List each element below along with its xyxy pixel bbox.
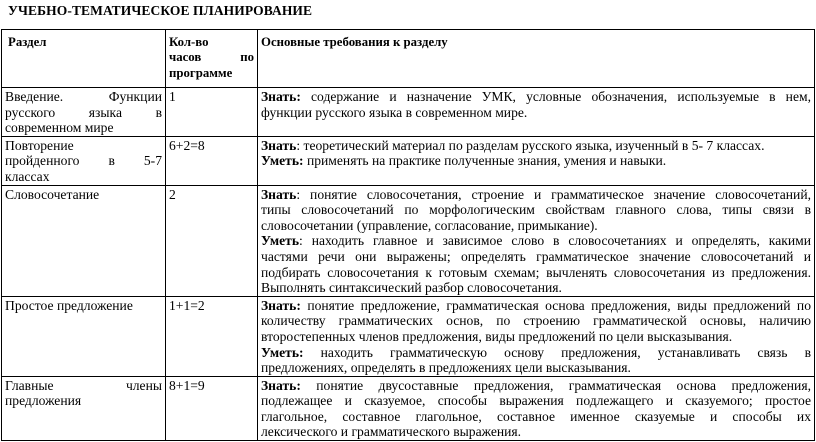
requirement-text: : теоретический материал по разделам русского языка, изученный в 5- 7 классах. bbox=[296, 137, 765, 153]
requirement-line bbox=[261, 329, 811, 345]
section-line bbox=[5, 120, 162, 136]
section-line bbox=[5, 89, 162, 105]
header-requirements: Основные требования к разделу bbox=[258, 30, 815, 88]
requirement-text: предложениях, определять в предложениях цели высказывания. bbox=[261, 360, 631, 376]
section-line bbox=[5, 378, 162, 394]
section-word: Введение. bbox=[5, 89, 64, 104]
requirement-text: частями речи они выражены; определять грамматическое значение словосочетаний и bbox=[261, 248, 811, 264]
requirement-line bbox=[261, 153, 811, 169]
section-word: Словосочетание bbox=[5, 186, 100, 202]
requirement-text: количеству грамматических основ, по строению грамматической основы, наличию bbox=[261, 313, 811, 329]
requirement-line bbox=[261, 280, 811, 296]
table-row bbox=[2, 88, 815, 137]
requirement-line bbox=[261, 89, 811, 105]
section-word: члены bbox=[125, 377, 162, 393]
section-cell bbox=[2, 296, 166, 376]
requirement-text: лексического и грамматического выражения. bbox=[261, 424, 522, 440]
section-word: классах bbox=[5, 168, 50, 184]
section-line bbox=[5, 298, 162, 314]
section-line bbox=[5, 187, 162, 203]
hours-cell: 6+2=8 bbox=[166, 136, 258, 185]
table-body bbox=[2, 88, 815, 441]
requirement-text: понятие предложение, грамматическая основа предложения, виды предложений по bbox=[307, 297, 811, 313]
hours-cell: 8+1=9 bbox=[166, 376, 258, 440]
requirement-label: Уметь bbox=[261, 233, 300, 249]
header-hours-line: Кол-во bbox=[169, 35, 209, 49]
requirements-cell bbox=[258, 185, 815, 296]
requirement-line bbox=[261, 409, 811, 425]
section-word: Функции bbox=[108, 89, 162, 104]
section-cell bbox=[2, 376, 166, 440]
requirement-label: Уметь: bbox=[261, 153, 304, 169]
requirement-line bbox=[261, 249, 811, 265]
header-hours-line: программе bbox=[169, 65, 233, 80]
table-header-row bbox=[2, 30, 815, 88]
requirement-label: Уметь: bbox=[261, 344, 304, 360]
hours-cell: 1+1=2 bbox=[166, 296, 258, 376]
table-row bbox=[2, 136, 815, 185]
requirement-text: глагольное, составное глагольное, составное именное сказуемые и способы их bbox=[261, 408, 811, 424]
requirement-label: Знать bbox=[261, 186, 297, 202]
table-row bbox=[2, 185, 815, 296]
requirement-line bbox=[261, 265, 811, 281]
section-line bbox=[5, 138, 162, 154]
section-word: языка bbox=[88, 104, 122, 120]
requirement-label: Знать bbox=[261, 137, 297, 153]
section-word: предложения bbox=[5, 393, 82, 409]
header-hours-word: часов bbox=[169, 50, 202, 65]
planning-table bbox=[1, 29, 815, 441]
section-word: Главные bbox=[5, 377, 54, 393]
section-word: 5-7 bbox=[143, 153, 162, 169]
requirement-text: словосочетании (управление, согласование, примыкание). bbox=[261, 217, 598, 233]
requirement-text: функции русского языка в современном мире. bbox=[261, 104, 528, 120]
requirement-line bbox=[261, 393, 811, 409]
section-word: русского bbox=[5, 104, 56, 120]
requirement-text: подбирать словосочетания к готовым схемам; вычленять словосочетания из предложения. bbox=[261, 264, 811, 280]
requirements-cell bbox=[258, 88, 815, 137]
requirement-line bbox=[261, 298, 811, 314]
requirement-text: понятие двусоставные предложения, грамматическая основа предложения, bbox=[316, 377, 811, 393]
requirements-cell bbox=[258, 376, 815, 440]
section-word: пройденного bbox=[5, 153, 80, 169]
section-cell bbox=[2, 88, 166, 137]
section-cell bbox=[2, 136, 166, 185]
section-line bbox=[5, 169, 162, 185]
requirement-line bbox=[261, 202, 811, 218]
requirement-line bbox=[261, 313, 811, 329]
hours-cell: 2 bbox=[166, 185, 258, 296]
section-line bbox=[5, 393, 162, 409]
requirement-text: применять на практике полученные знания, умения и навыки. bbox=[306, 153, 667, 169]
table-row bbox=[2, 376, 815, 440]
header-hours-line bbox=[169, 50, 254, 65]
requirement-line bbox=[261, 218, 811, 234]
requirement-text: : находить главное и зависимое слово в словосочетаниях и определять, какими bbox=[299, 233, 811, 249]
header-hours-word: по bbox=[240, 50, 254, 65]
requirement-text: находить грамматическую основу предложения, устанавливать связь в bbox=[320, 344, 811, 360]
requirement-line bbox=[261, 345, 811, 361]
requirement-line bbox=[261, 138, 811, 154]
requirement-text: типы словосочетаний по морфологическим свойствам главного слова, типы связи в bbox=[261, 202, 811, 218]
requirements-cell bbox=[258, 296, 815, 376]
section-word: в bbox=[155, 104, 162, 120]
requirement-line bbox=[261, 233, 811, 249]
requirement-label: Знать: bbox=[261, 377, 301, 393]
section-cell bbox=[2, 185, 166, 296]
requirement-line bbox=[261, 360, 811, 376]
requirement-text: подлежащее и сказуемое, способы выражения подлежащего и сказуемого; простое bbox=[261, 393, 811, 409]
section-line bbox=[5, 153, 162, 169]
requirement-label: Знать: bbox=[261, 297, 301, 313]
section-word: Повторение bbox=[5, 137, 74, 153]
table-row bbox=[2, 296, 815, 376]
requirement-line bbox=[261, 105, 811, 121]
header-section: Раздел bbox=[2, 30, 166, 88]
requirement-text: второстепенных членов предложения, виды предложений по цели высказывания. bbox=[261, 328, 733, 344]
requirements-cell bbox=[258, 136, 815, 185]
requirement-text: Выполнять синтаксический разбор словосочетания. bbox=[261, 280, 562, 296]
header-hours bbox=[166, 30, 258, 88]
requirement-text: содержание и назначение УМК, условные обозначения, используемые в нем, bbox=[311, 89, 811, 104]
requirement-line bbox=[261, 187, 811, 203]
requirement-text: : понятие словосочетания, строение и грамматическое значение словосочетаний, bbox=[296, 186, 811, 202]
hours-cell: 1 bbox=[166, 88, 258, 137]
section-word: современном мире bbox=[5, 120, 114, 136]
section-word: в bbox=[108, 153, 115, 169]
section-line bbox=[5, 105, 162, 121]
section-word: Простое предложение bbox=[5, 297, 133, 313]
requirement-line bbox=[261, 424, 811, 440]
requirement-line bbox=[261, 378, 811, 394]
page-title: УЧЕБНО-ТЕМАТИЧЕСКОЕ ПЛАНИРОВАНИЕ bbox=[8, 3, 313, 18]
requirement-label: Знать: bbox=[261, 89, 301, 104]
